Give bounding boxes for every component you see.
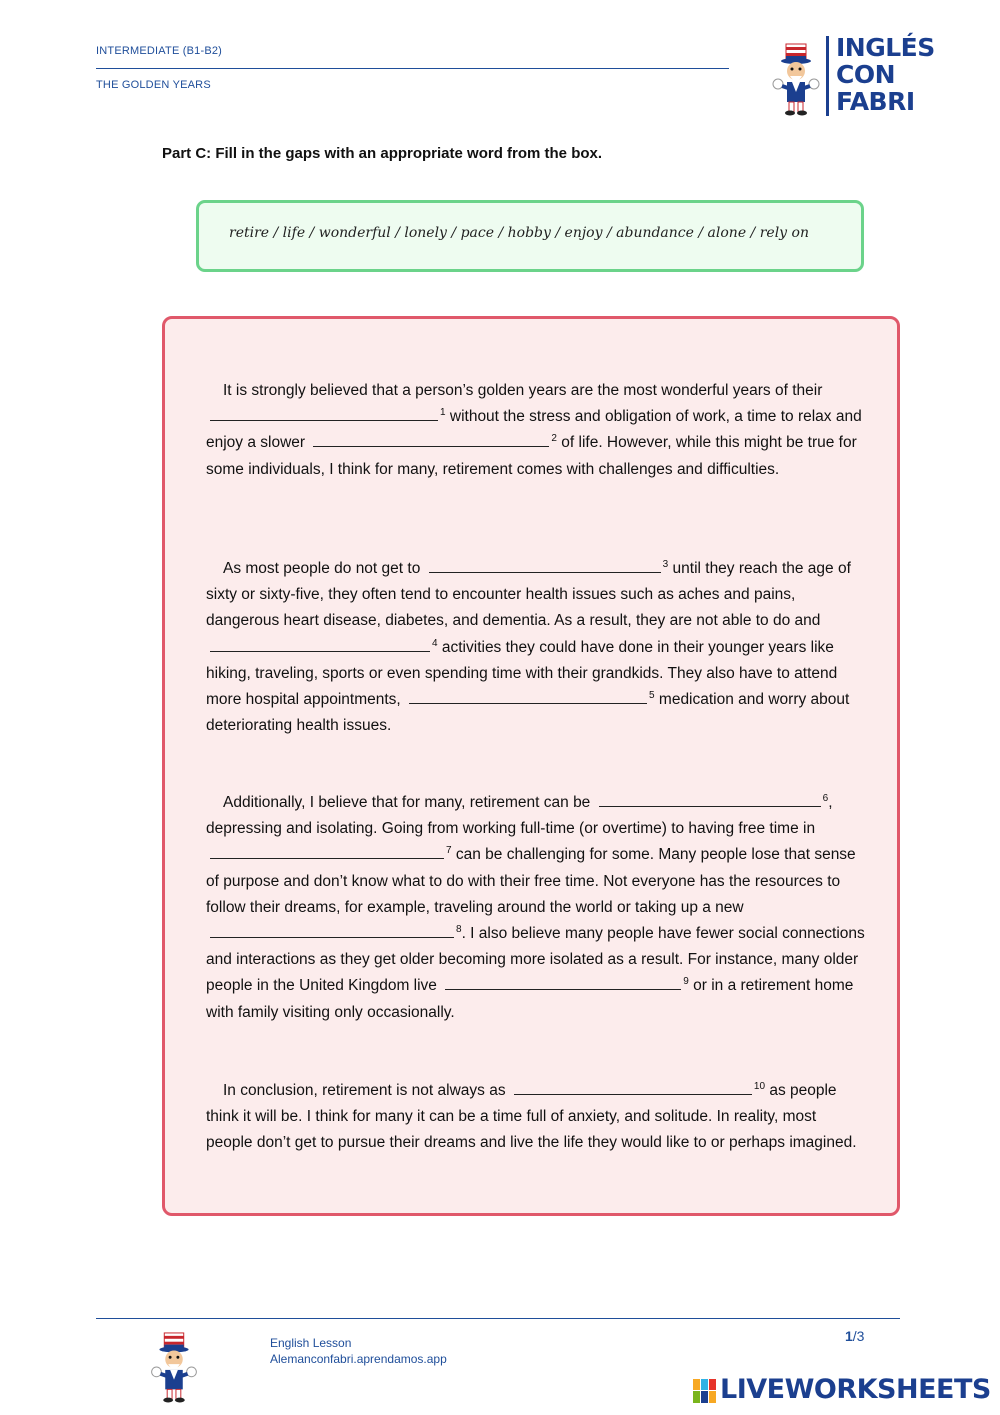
gap-6-number: 6 bbox=[822, 792, 829, 804]
paragraph-2-text-c: activities they could have done in their younger years like hiking, traveling, sports or even spending time with their grandkids. They also have to attend more hospital appointments, bbox=[206, 638, 838, 709]
gap-1-number: 1 bbox=[440, 407, 446, 419]
liveworksheets-logo-icon bbox=[692, 1378, 718, 1404]
gap-2-number: 2 bbox=[551, 433, 557, 445]
page-current: 1 bbox=[845, 1328, 853, 1344]
gap-5-number: 5 bbox=[649, 689, 655, 701]
gap-7-number: 7 bbox=[446, 845, 452, 857]
page-total: /3 bbox=[852, 1328, 865, 1344]
liveworksheets-brand bbox=[692, 1374, 992, 1408]
footer-divider bbox=[96, 1318, 900, 1319]
word-bank-list: retire / life / wonderful / lonely / pace / hobby / enjoy / abundance / alone / rely on bbox=[229, 225, 809, 241]
uncle-sam-mascot-icon bbox=[148, 1331, 200, 1403]
gap-1-input[interactable] bbox=[210, 405, 438, 421]
gap-9-number: 9 bbox=[683, 976, 689, 988]
liveworksheets-wordmark: LIVEWORKSHEETS bbox=[720, 1374, 991, 1405]
paragraph-1-text-c: of life. However, while this might be true for some individuals, I think for many, retirement comes with challenges and difficulties. bbox=[206, 434, 857, 478]
header-title: THE GOLDEN YEARS bbox=[96, 79, 211, 91]
gap-2-input[interactable] bbox=[313, 431, 549, 447]
gap-8-input[interactable] bbox=[210, 922, 454, 938]
gap-3-number: 3 bbox=[662, 558, 669, 570]
gap-6-input[interactable] bbox=[599, 791, 821, 807]
footer-website-link[interactable]: Alemanconfabri.aprendamos.app bbox=[270, 1352, 447, 1366]
brand-logo bbox=[770, 34, 940, 120]
gap-8-number: 8 bbox=[456, 923, 462, 935]
paragraph-3-text-e: or in a retirement home with family visiting only occasionally. bbox=[206, 977, 854, 1021]
header-divider bbox=[96, 68, 729, 69]
footer-label-line-1: English Lesson bbox=[270, 1336, 352, 1350]
gap-5-input[interactable] bbox=[409, 688, 647, 704]
exercise-instruction: Part C: Fill in the gaps with an appropriate word from the box. bbox=[162, 145, 603, 162]
logo-divider bbox=[826, 36, 829, 116]
gap-10-number: 10 bbox=[753, 1080, 766, 1092]
logo-wordmark bbox=[836, 34, 935, 115]
paragraph-1-text-a: It is strongly believed that a person’s golden years are the most wonderful years of their bbox=[223, 382, 823, 399]
paragraph-4-text-b: as people think it will be. I think for many it can be a time full of anxiety, and solitude. In reality, most people don’t get to pursue their dreams and live the life they would like to or perhaps imagined. bbox=[206, 1082, 857, 1152]
uncle-sam-mascot-icon bbox=[770, 42, 822, 116]
paragraph-1 bbox=[206, 378, 866, 483]
paragraph-3-text-a: Additionally, I believe that for many, retirement can be bbox=[223, 794, 591, 811]
page-number bbox=[845, 1328, 864, 1344]
paragraph-2-text-d: medication and worry about deteriorating health issues. bbox=[206, 691, 850, 735]
paragraph-2 bbox=[206, 556, 866, 739]
paragraph-3-text-b: , depressing and isolating. Going from working full-time (or overtime) to having free time in bbox=[206, 794, 833, 838]
gap-7-input[interactable] bbox=[210, 843, 444, 859]
paragraph-4-text-a: In conclusion, retirement is not always as bbox=[223, 1082, 506, 1099]
paragraph-1-text-b: without the stress and obligation of work, a time to relax and enjoy a slower bbox=[206, 408, 862, 452]
paragraph-3 bbox=[206, 790, 866, 1026]
gap-3-input[interactable] bbox=[429, 557, 661, 573]
gap-10-input[interactable] bbox=[514, 1079, 752, 1095]
paragraph-2-text-a: As most people do not get to bbox=[223, 560, 421, 577]
word-bank-box bbox=[196, 200, 864, 272]
gap-4-input[interactable] bbox=[210, 636, 430, 652]
paragraph-3-text-c: can be challenging for some. Many people lose that sense of purpose and don’t know what to do with their free time. Not everyone has the resources to follow their dreams, for example, traveling around the world or taking up a new bbox=[206, 846, 856, 916]
gap-4-number: 4 bbox=[432, 637, 438, 649]
paragraph-4 bbox=[206, 1078, 866, 1157]
paragraph-2-text-b: until they reach the age of sixty or sixty-five, they often tend to encounter health issues such as aches and pains, dangerous heart disease, diabetes, and dementia. As a result, they are not able to do and bbox=[206, 560, 851, 630]
reading-text-box bbox=[162, 316, 900, 1216]
logo-line-1: INGLÉS bbox=[836, 33, 935, 62]
header-level: INTERMEDIATE (B1-B2) bbox=[96, 45, 223, 57]
gap-9-input[interactable] bbox=[445, 974, 681, 990]
logo-line-2: CON bbox=[836, 60, 896, 89]
footer-label bbox=[270, 1335, 447, 1367]
logo-line-3: FABRI bbox=[836, 87, 915, 116]
paragraph-3-text-d: . I also believe many people have fewer social connections and interactions as they get older becoming more isolated as a result. For instance, many older people in the United Kingdom live bbox=[206, 925, 865, 995]
